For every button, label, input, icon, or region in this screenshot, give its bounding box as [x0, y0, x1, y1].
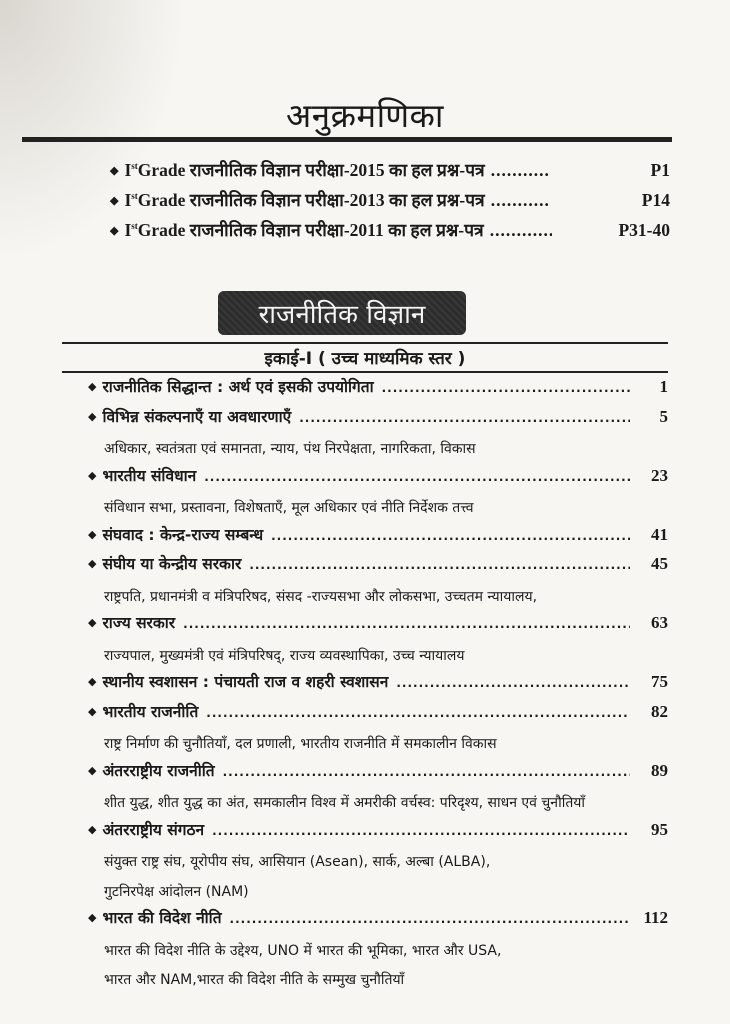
entry-title: Grade राजनीतिक विज्ञान परीक्षा-2011 का हल प्रश्न-पत्र	[137, 220, 484, 240]
toc-entry	[88, 818, 668, 848]
leader-dots	[299, 411, 630, 425]
section-banner	[218, 291, 466, 335]
leader-dots	[490, 220, 552, 241]
page-number: 95	[651, 819, 668, 839]
page-number: 23	[651, 465, 668, 485]
entry-title: अंतरराष्ट्रीय राजनीति	[102, 761, 215, 780]
entry-title: भारतीय संविधान	[102, 466, 197, 485]
diamond-bullet-icon: ◆	[88, 704, 97, 718]
grade-prefix: I	[124, 220, 132, 240]
entry-title: Grade राजनीतिक विज्ञान परीक्षा-2015 का हल प्रश्न-पत्र	[137, 160, 485, 180]
leader-dots	[223, 765, 630, 779]
entry-title: Grade राजनीतिक विज्ञान परीक्षा-2013 का हल प्रश्न-पत्र	[137, 190, 485, 210]
title-divider	[22, 137, 672, 142]
leader-dots	[491, 160, 549, 181]
leader-dots	[183, 617, 630, 631]
entry-title: अंतरराष्ट्रीय संगठन	[102, 820, 205, 839]
diamond-bullet-icon: ◆	[88, 557, 97, 570]
toc-subtopics: संविधान सभा, प्रस्तावना, विशेषताएँ, मूल अधिकार एवं नीति निर्देशक तत्त्व	[104, 500, 474, 517]
page-number: 82	[651, 701, 668, 721]
page-number: P1	[650, 160, 670, 180]
page-title: अनुक्रमणिका	[286, 96, 444, 135]
grade-superscript: st	[131, 191, 138, 202]
leader-dots	[212, 824, 630, 838]
entry-title: भारतीय राजनीति	[102, 702, 199, 721]
grade-superscript: st	[131, 161, 138, 172]
toc-subtopics: संयुक्त राष्ट्र संघ, यूरोपीय संघ, आसियान (Asean), सार्क, अल्बा (ALBA),	[104, 854, 491, 871]
toc-subtopics: शीत युद्ध, शीत युद्ध का अंत, समकालीन विश्व में अमरीकी वर्चस्व: परिदृश्य, साधन एवं चुनौतियाँ	[104, 795, 586, 812]
unit-heading: इकाई-I ( उच्च माध्यमिक स्तर )	[264, 349, 466, 369]
entry-title: स्थानीय स्वशासन : पंचायती राज व शहरी स्वशासन	[102, 673, 389, 691]
grade-prefix: I	[124, 160, 132, 180]
toc-subtopics: राष्ट्रपति, प्रधानमंत्री व मंत्रिपरिषद, संसद -राज्यसभा और लोकसभा, उच्चतम न्यायालय,	[104, 588, 538, 605]
toc-entry	[88, 464, 668, 494]
toc-entry	[88, 405, 668, 435]
grade-superscript: st	[131, 221, 138, 232]
toc-entry	[88, 759, 668, 789]
section-divider-bottom	[62, 371, 668, 373]
page-number: 75	[651, 672, 668, 691]
toc-entry	[88, 523, 668, 553]
diamond-bullet-icon: ◆	[88, 616, 97, 629]
page-number: P31-40	[618, 220, 670, 240]
leader-dots	[382, 381, 630, 395]
leader-dots	[491, 190, 549, 211]
toc-subtopics: राष्ट्र निर्माण की चुनौतियाँ, दल प्रणाली, भारतीय राजनीति में समकालीन विकास	[104, 736, 497, 753]
page-number: 63	[651, 613, 668, 632]
page-number: 41	[651, 524, 668, 544]
entry-title: राज्य सरकार	[102, 614, 176, 632]
exam-paper-list	[110, 158, 670, 248]
leader-dots	[204, 470, 630, 484]
page-number: 89	[651, 760, 668, 780]
entry-title: राजनीतिक सिद्धान्त : अर्थ एवं इसकी उपयोगिता	[102, 378, 374, 396]
toc-entry	[88, 906, 668, 936]
diamond-bullet-icon: ◆	[88, 822, 97, 836]
page-number: 5	[659, 406, 668, 426]
exam-paper-entry	[110, 218, 670, 248]
entry-title: संघवाद : केन्द्र-राज्य सम्बन्ध	[102, 525, 264, 544]
toc-entry	[88, 670, 668, 700]
leader-dots	[396, 676, 630, 690]
diamond-bullet-icon: ◆	[88, 468, 97, 482]
diamond-bullet-icon: ◆	[88, 675, 97, 688]
entry-title: विभिन्न संकल्पनाएँ या अवधारणाएँ	[102, 407, 292, 426]
page-number: 112	[643, 908, 668, 927]
page-number: 45	[651, 554, 668, 573]
section-banner-label: राजनीतिक विज्ञान	[258, 300, 426, 330]
section-divider-top	[62, 342, 668, 344]
diamond-bullet-icon: ◆	[88, 911, 97, 924]
toc-subtopics: भारत की विदेश नीति के उद्देश्य, UNO में भारत की भूमिका, भारत और USA,	[104, 942, 502, 959]
diamond-bullet-icon: ◆	[88, 527, 97, 541]
leader-dots	[230, 912, 630, 926]
toc-entry	[88, 700, 668, 730]
exam-paper-entry	[110, 188, 670, 218]
entry-title: संघीय या केन्द्रीय सरकार	[102, 555, 242, 573]
diamond-bullet-icon: ◆	[88, 763, 97, 777]
table-of-contents	[88, 375, 668, 995]
toc-subtopics: गुटनिरपेक्ष आंदोलन (NAM)	[104, 883, 249, 900]
diamond-bullet-icon: ◆	[88, 409, 97, 423]
toc-subtopics: भारत और NAM,भारत की विदेश नीति के सम्मुख चुनौतियाँ	[104, 972, 405, 989]
entry-title: भारत की विदेश नीति	[102, 909, 222, 927]
exam-paper-entry	[110, 158, 670, 188]
diamond-bullet-icon: ◆	[110, 195, 119, 207]
page-number: P14	[641, 190, 670, 210]
toc-entry	[88, 375, 668, 405]
diamond-bullet-icon: ◆	[110, 225, 119, 237]
toc-entry	[88, 552, 668, 582]
leader-dots	[249, 558, 630, 572]
grade-prefix: I	[124, 190, 132, 210]
toc-entry	[88, 611, 668, 641]
toc-subtopics: अधिकार, स्वतंत्रता एवं समानता, न्याय, पंथ निरपेक्षता, नागरिकता, विकास	[104, 441, 476, 458]
leader-dots	[271, 529, 630, 543]
page-number: 1	[659, 377, 668, 396]
diamond-bullet-icon: ◆	[110, 165, 119, 177]
toc-subtopics: राज्यपाल, मुख्यमंत्री एवं मंत्रिपरिषद्, राज्य व्यवस्थापिका, उच्च न्यायालय	[104, 647, 465, 664]
diamond-bullet-icon: ◆	[88, 380, 97, 393]
leader-dots	[206, 706, 630, 720]
